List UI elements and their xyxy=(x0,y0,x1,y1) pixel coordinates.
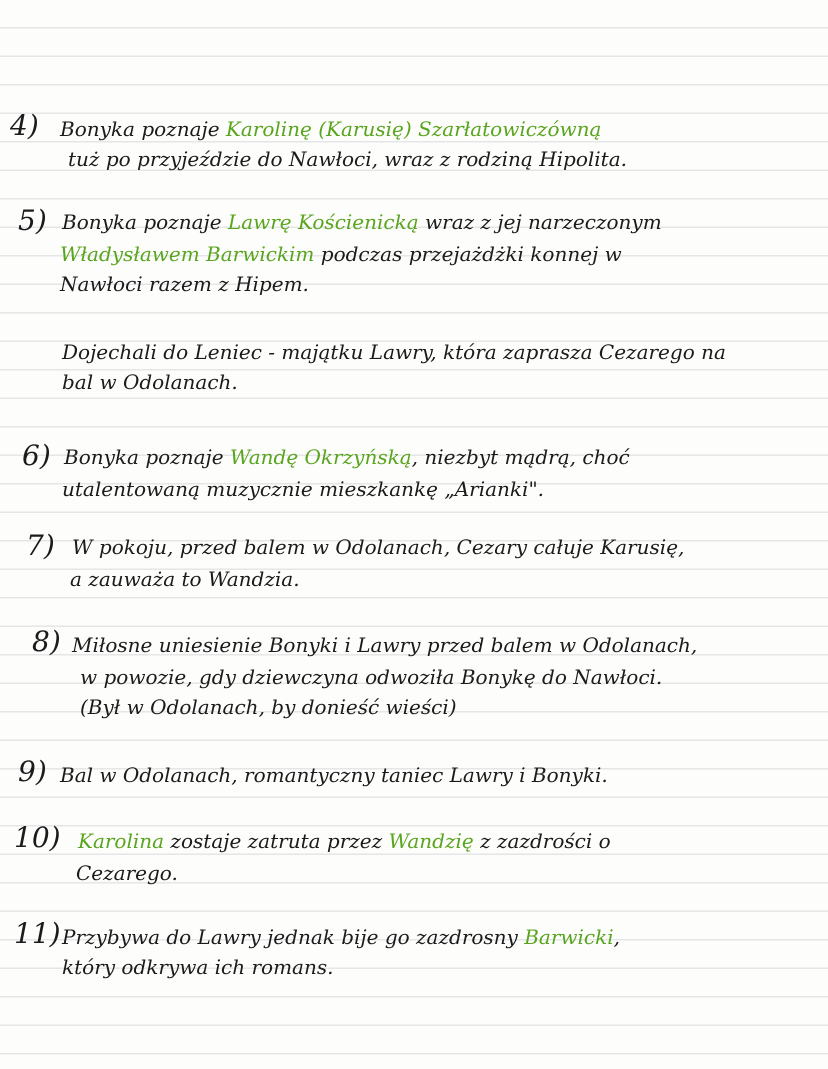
note-line xyxy=(72,632,697,658)
text-segment: podczas przejażdżki konnej w xyxy=(314,242,622,266)
text-segment: z zazdrości o xyxy=(473,829,611,853)
text-segment: tuż po przyjeździe do Nawłoci, wraz z rodziną Hipolita. xyxy=(68,147,627,171)
text-segment: a zauważa to Wandzia. xyxy=(70,567,300,591)
text-segment: wraz z jej narzeczonym xyxy=(418,210,662,234)
item-number: 4) xyxy=(10,109,39,142)
text-segment: W pokoju, przed balem w Odolanach, Cezary całuje Karusię, xyxy=(72,535,685,559)
text-segment: Bal w Odolanach, romantyczny taniec Lawry i Bonyki. xyxy=(60,763,608,787)
character-name: Barwicki xyxy=(524,925,614,949)
text-segment: (Był w Odolanach, by donieść wieści) xyxy=(80,695,457,719)
note-line xyxy=(60,116,601,142)
character-name: Władysławem Barwickim xyxy=(60,242,315,266)
note-line xyxy=(62,954,333,980)
item-number: 5) xyxy=(18,204,47,237)
note-line xyxy=(62,369,238,395)
text-segment: utalentowaną muzycznie mieszkankę „Arianki". xyxy=(62,477,545,501)
note-line xyxy=(70,566,300,592)
text-segment: Bonyka poznaje xyxy=(60,117,226,141)
item-number: 9) xyxy=(18,755,47,788)
text-segment: który odkrywa ich romans. xyxy=(62,955,334,979)
note-line xyxy=(72,534,684,560)
note-line xyxy=(76,860,178,886)
note-line xyxy=(80,694,457,720)
text-segment: , xyxy=(613,925,620,949)
text-segment: Cezarego. xyxy=(76,861,178,885)
note-line xyxy=(60,271,309,297)
item-number: 11) xyxy=(14,917,61,950)
item-number: 7) xyxy=(26,529,55,562)
character-name: Wandę Okrzyńską xyxy=(229,445,412,469)
note-line xyxy=(62,924,620,950)
note-line xyxy=(62,209,662,235)
text-segment: Bonyka poznaje xyxy=(64,445,230,469)
text-segment: zostaje zatruta przez xyxy=(164,829,389,853)
note-line xyxy=(68,146,627,172)
character-name: Karolina xyxy=(78,829,165,853)
text-segment: Bonyka poznaje xyxy=(62,210,228,234)
character-name: Lawrę Kościenicką xyxy=(227,210,419,234)
text-segment: Dojechali do Leniec - majątku Lawry, która zaprasza Cezarego na xyxy=(62,340,726,364)
text-segment: Nawłoci razem z Hipem. xyxy=(60,272,309,296)
note-line xyxy=(62,339,726,365)
character-name: Karolinę (Karusię) Szarłatowiczówną xyxy=(225,117,602,141)
item-number: 6) xyxy=(22,439,51,472)
text-segment: Miłosne uniesienie Bonyki i Lawry przed balem w Odolanach, xyxy=(72,633,698,657)
note-line xyxy=(78,828,611,854)
note-line xyxy=(60,762,608,788)
note-line xyxy=(62,476,544,502)
item-number: 10) xyxy=(14,821,61,854)
item-number: 8) xyxy=(32,625,61,658)
text-segment: w powozie, gdy dziewczyna odwoziła Bonykę do Nawłoci. xyxy=(80,665,663,689)
character-name: Wandzię xyxy=(388,829,474,853)
note-line xyxy=(80,664,662,690)
note-line xyxy=(64,444,630,470)
text-segment: , niezbyt mądrą, choć xyxy=(411,445,630,469)
note-line xyxy=(60,241,622,267)
text-segment: bal w Odolanach. xyxy=(62,370,238,394)
text-segment: Przybywa do Lawry jednak bije go zazdrosny xyxy=(62,925,525,949)
